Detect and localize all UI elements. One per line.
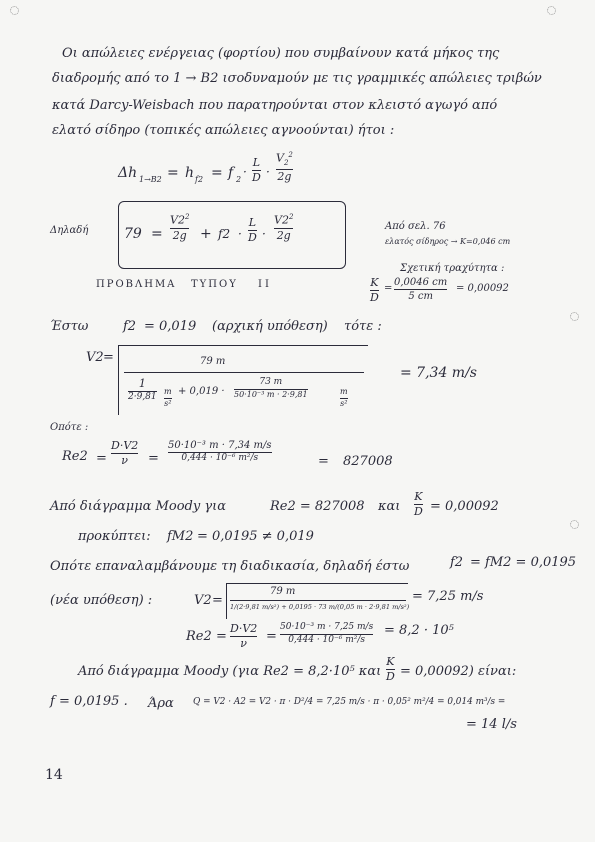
opote: Οπότε : [50, 422, 89, 433]
v2-eq: = [103, 350, 114, 365]
eq1-lhs: Δh [118, 165, 138, 181]
final-q: Q = V2 · A2 = V2 · π · D²/4 = 7,25 m/s · π · 0,05² m²/4 = 0,014 m³/s = [193, 697, 506, 707]
side-note-result: = 0,00092 [456, 283, 509, 294]
re2-eq: = [216, 629, 227, 644]
re2-lhs: Re2 [186, 629, 212, 644]
re1-result: 827008 [343, 454, 393, 469]
handwritten-page: Οι απώλειες ενέργειας (φορτίου) που συμβαίνουν κατά μήκος της διαδρομής από το 1 → Β2 ισοδυναμούν με τις γραμμικές απώλειες τριβών κατά Darcy-Weisbach που παρατηρούνται στον κλειστό αγωγό από ελατό σίδηρο (τοπικές απώλειες αγνοούνται) ήτοι : Δh 1→Β2 = h f2 = f 2 · L D · $V_2^2$ 2g Δηλαδή 79 = $V2^2$ 2g + f2 · L D · $V2^2$ 2g Από σελ. 76 ελατός σίδηρος → K=0,046 cm Σχετική τραχύτητα : K D = 0,0046 cm 5 cm = 0,00092 ΠΡΟΒΛΗΜΑ ΤΥΠΟΥ ΙΙ Έστω f2 = 0,019 (αρχική υπόθεση) τότε : V2 = 79 m 1 2·9,81 m s² + 0,019 · 73 m 50·10⁻³ m · 2·9,81 m s² = 7,34 m/s Οπότε : Re2 = D·V2 ν = 50·10⁻³ m · 7,34 m/s 0,444 · 10⁻⁶ m²/s = 827008 Από διάγραμμα Moody για Re2 = 827008 και K D = 0,00092 προκύπτει: fM2 = 0,0195 ≠ 0,019 Οπότε επαναλαμβάνουμε τη διαδικασία, δηλαδή έστω f2 = fM2 = 0,0195 (νέα υπόθεση) : V2 = 79 m 1/(2·9,81 m/s²) + 0,0195 · 73 m/(0,05 m · 2·9,81 m/s²) = 7,25 m/s Re2 = D·V2 ν = 50·10⁻³ m · 7,25 m/s 0,444 · 10⁻⁶ m²/s = 8,2 · 10⁵ Από διάγραμμα Moody (για Re2 = 8,2·10⁵ και K D = 0,00092) είναι: f = 0,0195 . Άρα Q = V2 · A2 = V2 · π · D²/4 = 7,25 m/s · π · 0,05² m²/4 = 0,014 m³/s = = 14 l/s 14 [0, 0, 595, 842]
moody1-val: = 0,00092 [430, 499, 499, 514]
re1-eq-2: = [148, 451, 159, 466]
side-note-line-1: Από σελ. 76 [385, 221, 446, 232]
scan-mark [547, 6, 556, 15]
eq1-lhs-sub: 1→Β2 [139, 175, 162, 184]
final-ara: Άρα [148, 696, 174, 711]
prokyptei-f: fM2 [167, 529, 194, 544]
estw-f: f2 [123, 319, 137, 334]
problem-number: ΙΙ [258, 279, 272, 290]
delady-f: f2 [218, 227, 231, 241]
v2-term-2-unit: m s² [340, 387, 348, 408]
scan-mark [570, 520, 579, 529]
side-note-fraction: 0,0046 cm 5 cm [394, 277, 448, 302]
repeat-text: Οπότε επαναλαμβάνουμε τη διαδικασία, δηλαδή έστω [50, 559, 410, 574]
estw-value: = 0,019 [144, 319, 197, 334]
eq1-h-sub: f2 [195, 175, 204, 184]
moody1-re: Re2 = 827008 [270, 499, 365, 514]
scan-mark [570, 312, 579, 321]
eq1-equals: = [167, 165, 179, 181]
moody2-val: = 0,00092) είναι: [400, 664, 517, 679]
v2-term-2: 73 m 50·10⁻³ m · 2·9,81 [234, 377, 308, 399]
final-f: f = 0,0195 . [50, 694, 128, 709]
side-note-line-3: Σχετική τραχύτητα : [400, 263, 505, 274]
re2-numeric: 50·10⁻³ m · 7,25 m/s 0,444 · 10⁻⁶ m²/s [280, 622, 374, 645]
repeat-val: = fM2 = 0,0195 [470, 555, 577, 570]
nea-bottom: 1/(2·9,81 m/s²) + 0,0195 · 73 m/(0,05 m · 2·9,81 m/s²) [230, 603, 410, 611]
estw-word: Έστω [50, 319, 89, 334]
moody1-kai: και [378, 499, 401, 514]
nea-lhs: V2 [194, 593, 212, 608]
moody2-text: Από διάγραμμα Moody (για Re2 = 8,2·10⁵ και [78, 664, 382, 679]
side-note-eq: = [384, 283, 393, 294]
re2-result: = 8,2 · 10⁵ [384, 623, 454, 638]
eq1-equals-2: = [211, 165, 223, 181]
moody2-k-over-d: K D [386, 655, 395, 684]
nea-label: (νέα υπόθεση) : [50, 593, 153, 608]
page-number: 14 [45, 767, 63, 783]
eq1-h: h [185, 165, 195, 181]
v2-top: 79 m [200, 356, 226, 367]
re1-numeric: 50·10⁻³ m · 7,34 m/s 0,444 · 10⁻⁶ m²/s [168, 440, 272, 463]
side-note-k-over-d: K D [370, 276, 379, 305]
v2-term-1-unit: m s² [164, 387, 172, 408]
paragraph-line-4: ελατό σίδηρο (τοπικές απώλειες αγνοούνται) ήτοι : [52, 123, 395, 138]
v2-plus: + 0,019 · [178, 386, 225, 397]
delady-v-over-2g-2: $V2^2$ 2g [274, 213, 294, 242]
v2-term-1: 1 2·9,81 [128, 377, 157, 403]
v2-result: = 7,34 m/s [400, 365, 477, 381]
nea-top: 79 m [270, 586, 296, 597]
delady-plus: + [200, 226, 212, 242]
moody1-k-over-d: K D [414, 490, 423, 519]
estw-tote: τότε : [344, 319, 382, 334]
sqrt-sign [118, 345, 119, 415]
eq1-v-over-2g: $V_2^2$ 2g [276, 151, 293, 183]
re1-lhs: Re2 [62, 449, 88, 464]
nea-result: = 7,25 m/s [412, 589, 484, 604]
prokyptei-word: προκύπτει: [78, 529, 151, 544]
delady-l-over-d: L D [248, 216, 257, 245]
paragraph-line-1: Οι απώλειες ενέργειας (φορτίου) που συμβαίνουν κατά μήκος της [62, 46, 500, 61]
delady-lhs: 79 [124, 226, 142, 242]
delady-v-over-2g: $V2^2$ 2g [170, 213, 190, 242]
eq1-f-sub: 2 [236, 175, 242, 184]
paragraph-line-3: κατά Darcy-Weisbach που παρατηρούνται στον κλειστό αγωγό από [52, 98, 498, 113]
prokyptei-val: = 0,0195 ≠ 0,019 [197, 529, 314, 544]
paragraph-line-2: διαδρομής από το 1 → Β2 ισοδυναμούν με τις γραμμικές απώλειες τριβών [52, 71, 542, 86]
re1-eq: = [96, 451, 107, 466]
side-note-line-2: ελατός σίδηρος → K=0,046 cm [385, 237, 511, 246]
delady-equals: = [151, 226, 163, 242]
v2-lhs: V2 [86, 350, 104, 365]
re2-eq-2: = [266, 629, 277, 644]
re1-eq-3: = [318, 454, 329, 469]
eq1-l-over-d: L D [252, 156, 261, 185]
problem-label: ΠΡΟΒΛΗΜΑ [96, 279, 177, 290]
scan-mark [10, 6, 19, 15]
delady-label: Δηλαδή [50, 225, 89, 236]
nea-eq: = [212, 593, 223, 608]
final-result: = 14 l/s [466, 717, 517, 732]
eq1-f: f [228, 165, 234, 181]
re2-d-v-over-nu: D·V2 ν [230, 622, 258, 651]
problem-type: ΤΥΠΟΥ [191, 279, 238, 290]
moody1-text: Από διάγραμμα Moody για [50, 499, 227, 514]
repeat-f: f2 [450, 555, 464, 570]
re1-d-v-over-nu: D·V2 ν [111, 439, 139, 468]
sqrt-sign-2 [226, 583, 227, 619]
estw-note: (αρχική υπόθεση) [212, 319, 328, 334]
